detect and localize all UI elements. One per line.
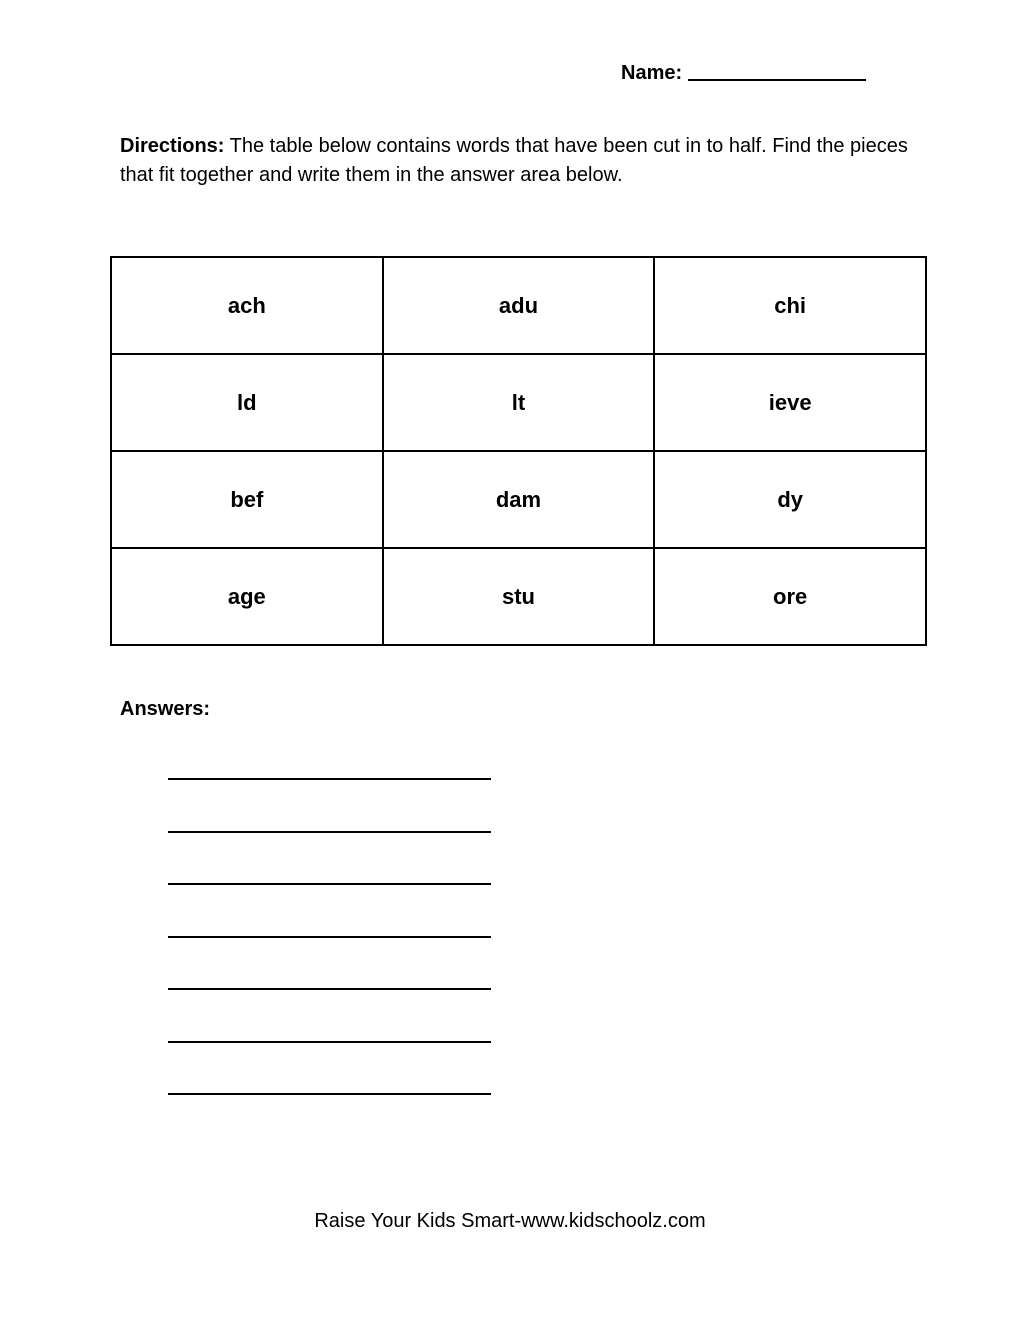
name-field <box>621 62 866 85</box>
answer-blank-line[interactable] <box>168 831 491 833</box>
table-row <box>111 354 926 451</box>
answer-blank-line[interactable] <box>168 883 491 885</box>
answer-blank-line[interactable] <box>168 988 491 990</box>
name-label: Name: <box>621 62 683 84</box>
answers-label: Answers: <box>120 698 211 720</box>
answer-blank-line[interactable] <box>168 778 491 780</box>
footer-text: Raise Your Kids Smart-www.kidschoolz.com <box>314 1210 706 1232</box>
table-cell: dy <box>654 451 926 548</box>
table-cell: bef <box>111 451 383 548</box>
table-cell: ore <box>654 548 926 645</box>
answer-blank-line[interactable] <box>168 936 491 938</box>
word-pieces-table <box>110 256 927 646</box>
table-cell: ieve <box>654 354 926 451</box>
table-cell: chi <box>654 257 926 354</box>
table-row <box>111 257 926 354</box>
directions <box>120 132 910 190</box>
name-blank-line[interactable] <box>688 63 866 81</box>
table-cell: lt <box>383 354 655 451</box>
table-cell: stu <box>383 548 655 645</box>
table-cell: ach <box>111 257 383 354</box>
table-row <box>111 451 926 548</box>
answer-blank-line[interactable] <box>168 1041 491 1043</box>
table-row <box>111 548 926 645</box>
table-cell: adu <box>383 257 655 354</box>
table-cell: dam <box>383 451 655 548</box>
table-cell: age <box>111 548 383 645</box>
answer-blank-line[interactable] <box>168 1093 491 1095</box>
directions-label: Directions: <box>120 135 225 157</box>
table-cell: ld <box>111 354 383 451</box>
directions-text: The table below contains words that have been cut in to half. Find the pieces that fit together and write them in the answer area below. <box>120 135 908 186</box>
